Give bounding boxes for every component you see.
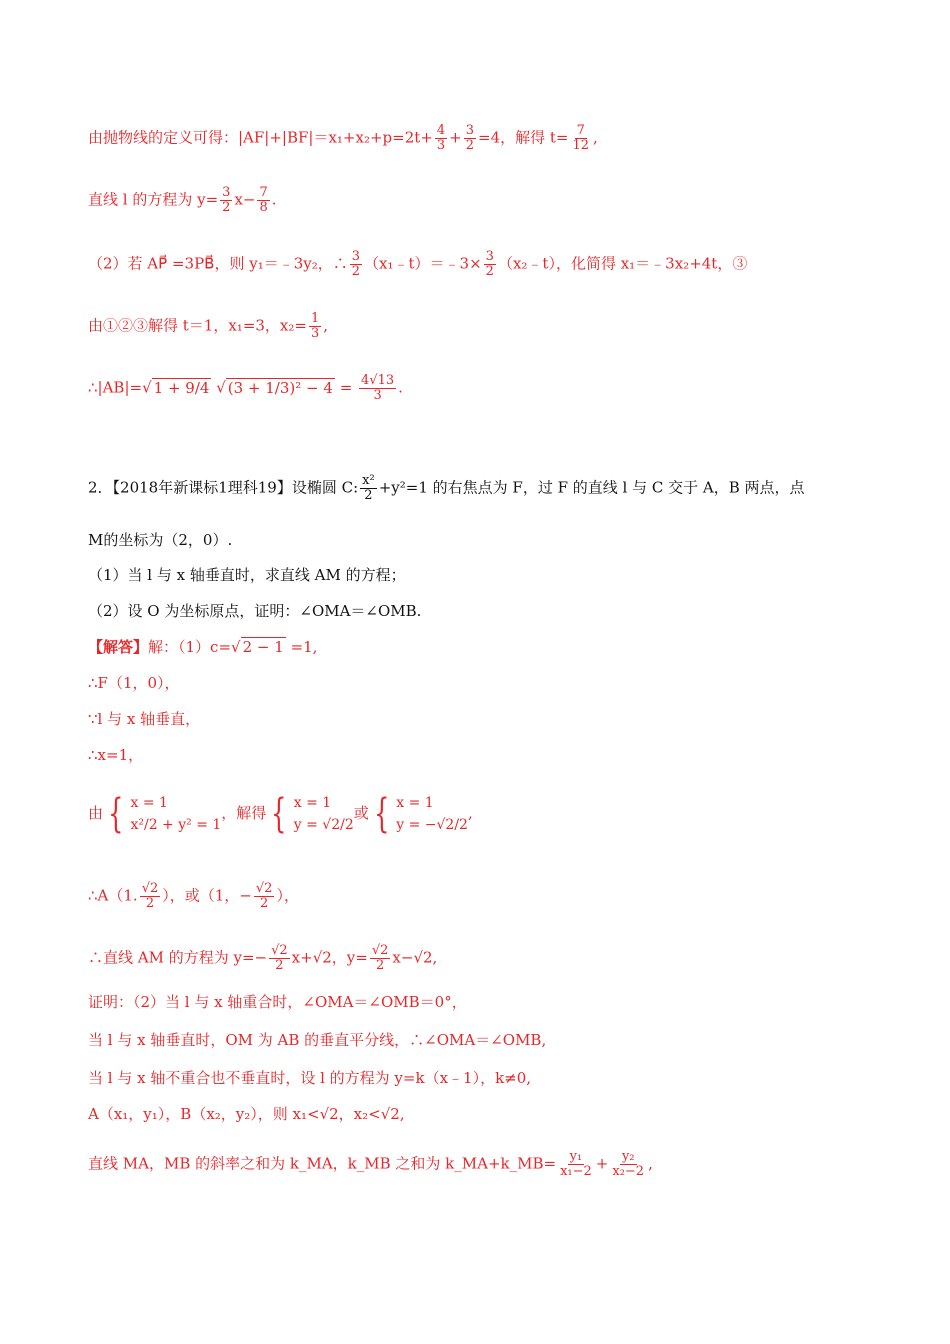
solution-2-focus: ∴F（1，0）， [88, 674, 180, 692]
text: 2．【2018年新课标1理科19】设椭圆 C: [88, 478, 359, 497]
problem-2-point-m: M的坐标为（2，0）. [88, 531, 233, 549]
denominator: 2 [485, 264, 494, 279]
radicand: 2 − 1 [242, 638, 284, 656]
denominator: 2 [376, 958, 385, 973]
text: ，解得 [221, 804, 267, 822]
text: x+√2，y= [291, 948, 368, 967]
numerator: 3 [465, 123, 474, 138]
solution-2-x-equals-1: ∴x=1， [88, 746, 144, 764]
problem-2-question-2: （2）设 O 为坐标原点，证明：∠OMA＝∠OMB. [88, 602, 422, 620]
numerator: √2 [271, 943, 288, 958]
text: , [648, 1154, 653, 1173]
text: ∴A（1. [88, 886, 138, 905]
solution-line-line-equation [88, 186, 277, 215]
radicand: (3 + 1/3)² − 4 [227, 378, 333, 397]
solution-2-point-a [88, 882, 299, 911]
solution-line-ab-length: ∴|AB|=√ 1 + 9/4 √ (3 + 1/3)² − 4 = $\frac{4√13}{3}$ . [88, 373, 403, 403]
denominator: 2 [275, 958, 284, 973]
text: （x₂﹣t），化简得 x₁＝﹣3x₂+4t，③ [497, 254, 748, 273]
numerator: 1 [310, 311, 320, 326]
text: 或 [353, 804, 369, 822]
text: =4，解得 t= [478, 128, 569, 147]
fraction [309, 312, 321, 341]
text: （2）若 AP⃗ =3PB⃗，则 y₁＝﹣3y₂，∴ [88, 254, 348, 273]
solution-2-step-c: 【解答】解：（1）c=√ 2 − 1 =1, [88, 638, 318, 656]
text: ），或（1，− [162, 886, 252, 905]
numerator: 3 [485, 249, 494, 264]
text: x−√2, [392, 948, 438, 967]
text: +y²=1 的右焦点为 F，过 F 的直线 l 与 C 交于 A，B 两点，点 [378, 478, 805, 497]
answer-tag: 【解答】 [88, 638, 149, 656]
fraction [484, 250, 496, 279]
solution-2-proof-case-3: 当 l 与 x 轴不重合也不垂直时，设 l 的方程为 y=k（x﹣1），k≠0, [88, 1069, 532, 1087]
text: + [595, 1154, 609, 1173]
solution-2-system [88, 792, 473, 836]
denominator: 2 [222, 200, 231, 215]
numerator: y₁ [569, 1149, 583, 1164]
text: 由 [88, 804, 104, 822]
system-row: x = 1 [396, 795, 434, 811]
numerator: x² [362, 473, 375, 488]
solution-line-solve-t [88, 312, 328, 341]
numerator: 3 [222, 185, 231, 200]
denominator: x₂−2 [612, 1164, 645, 1179]
fraction [140, 882, 161, 911]
fraction [435, 124, 447, 153]
text: . [398, 378, 403, 397]
fraction [464, 124, 476, 153]
text: ）， [276, 886, 299, 905]
text: 直线 MA，MB 的斜率之和为 k_MA，k_MB 之和为 k_MA+k_MB= [88, 1154, 557, 1173]
denominator: 2 [145, 896, 155, 911]
text: 解：（1）c= [148, 638, 232, 656]
denominator: 8 [259, 200, 268, 215]
solution-line-vector-condition [88, 250, 747, 279]
equation-system [103, 792, 221, 836]
brace-icon: { [271, 791, 287, 837]
fraction [269, 944, 290, 973]
fraction [254, 882, 275, 911]
numerator: √2 [255, 881, 273, 896]
system-row: y = −√2/2 [396, 817, 468, 833]
equation-system [266, 792, 353, 836]
fraction [610, 1150, 646, 1179]
fraction [220, 186, 232, 215]
denominator: 3 [310, 326, 320, 341]
fraction [570, 124, 591, 153]
denominator: 3 [373, 388, 382, 403]
numerator: √2 [141, 881, 159, 896]
text: 由抛物线的定义可得：|AF|+|BF|＝x₁+x₂+p=2t+ [88, 128, 433, 147]
denominator: 3 [436, 138, 446, 153]
numerator: 4 [436, 123, 446, 138]
solution-2-proof-case-2: 当 l 与 x 轴垂直时，OM 为 AB 的垂直平分线，∴∠OMA＝∠OMB, [88, 1031, 547, 1049]
numerator: 4√13 [361, 373, 395, 388]
problem-2-question-1: （1）当 l 与 x 轴垂直时，求直线 AM 的方程； [88, 566, 406, 584]
numerator: 3 [351, 249, 361, 264]
text: + [449, 128, 462, 147]
fraction [359, 374, 396, 403]
numerator: 7 [576, 123, 585, 138]
denominator: 12 [572, 138, 590, 153]
system-row: x = 1 [293, 795, 332, 811]
solution-line-focal-sum [88, 124, 598, 153]
numerator: y₂ [621, 1149, 635, 1164]
fraction [370, 944, 391, 973]
system-row: y = √2/2 [293, 817, 354, 833]
solution-2-am-equation [88, 944, 437, 973]
text: =1, [285, 638, 318, 656]
denominator: 2 [260, 896, 269, 911]
text: , [323, 316, 329, 335]
equation-system [369, 792, 468, 836]
text: = [334, 378, 358, 397]
text: 直线 l 的方程为 y= [88, 190, 219, 209]
fraction [360, 474, 377, 503]
fraction [558, 1150, 594, 1179]
numerator: 7 [259, 185, 268, 200]
denominator: 2 [364, 488, 373, 503]
brace-icon: { [108, 791, 124, 837]
system-row: x²/2 + y² = 1 [130, 817, 222, 833]
fraction [257, 186, 269, 215]
text: x− [234, 190, 256, 209]
text: （x₁﹣t）＝﹣3× [364, 254, 482, 273]
solution-2-slope-sum [88, 1150, 653, 1179]
numerator: √2 [371, 943, 389, 958]
radicand: 1 + 9/4 [153, 378, 210, 397]
problem-2-statement [88, 474, 805, 503]
text: . [271, 190, 277, 209]
text: 由①②③解得 t＝1，x₁=3，x₂= [88, 316, 307, 335]
denominator: 2 [465, 138, 474, 153]
denominator: 2 [351, 264, 361, 279]
denominator: x₁−2 [560, 1164, 592, 1179]
solution-2-perpendicular: ∵l 与 x 轴垂直， [88, 710, 201, 728]
solution-2-proof-case-1: 证明：（2）当 l 与 x 轴重合时，∠OMA＝∠OMB＝0°， [88, 993, 467, 1011]
text: ∴|AB|= [88, 378, 143, 397]
brace-icon: { [373, 791, 390, 837]
text: , [593, 128, 598, 147]
system-row: x = 1 [130, 795, 168, 811]
text: , [467, 804, 473, 822]
text: ∴直线 AM 的方程为 y=− [88, 948, 268, 967]
solution-2-points: A（x₁，y₁），B（x₂，y₂），则 x₁<√2，x₂<√2, [88, 1105, 405, 1123]
fraction [350, 250, 362, 279]
